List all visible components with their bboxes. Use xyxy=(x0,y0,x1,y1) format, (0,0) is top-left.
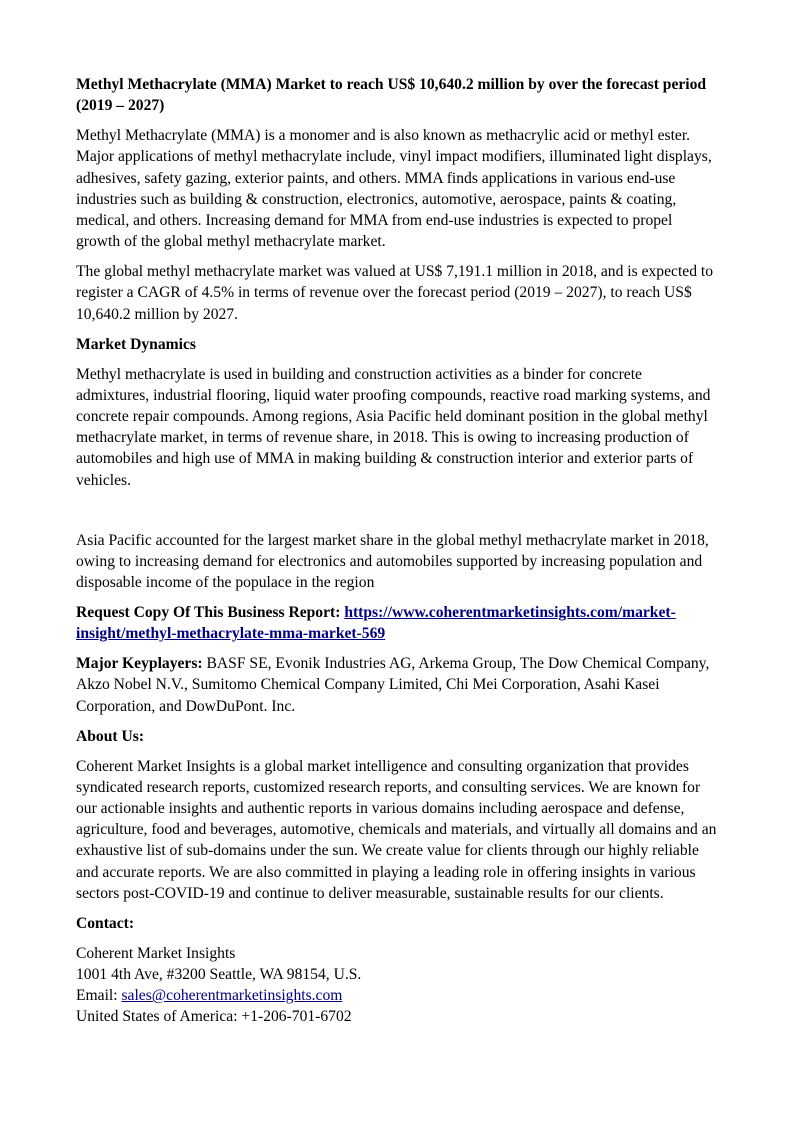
contact-address: 1001 4th Ave, #3200 Seattle, WA 98154, U.S. xyxy=(76,966,362,984)
asia-pacific-paragraph: Asia Pacific accounted for the largest market share in the global methyl methacrylate market in 2018, owing to increasing demand for electronics and automobiles supported by increasing population and disposable income of the populace in the region xyxy=(76,531,709,592)
contact-email-label: Email: xyxy=(76,987,122,1005)
document-title: Methyl Methacrylate (MMA) Market to reach US$ 10,640.2 million by over the forecast period (2019 – 2027) xyxy=(76,76,707,115)
about-us-heading: About Us: xyxy=(76,727,145,745)
keyplayers-label: Major Keyplayers: xyxy=(76,655,203,673)
contact-block xyxy=(76,943,718,1028)
request-copy-paragraph xyxy=(76,602,718,644)
intro-paragraph: Methyl Methacrylate (MMA) is a monomer and is also known as methacrylic acid or methyl ester. Major applications of methyl methacrylate include, vinyl impact modifiers, illuminated light displays, adhesives, safety gazing, exterior paints, and others. MMA finds applications in various end-use industries such as building & construction, electronics, automotive, aerospace, paints & coating, medical, and others. Increasing demand for MMA from end-use industries is expected to propel growth of the global methyl methacrylate market. xyxy=(76,127,712,251)
contact-company: Coherent Market Insights xyxy=(76,944,236,962)
document-body xyxy=(76,74,718,1028)
about-us-paragraph: Coherent Market Insights is a global market intelligence and consulting organization that provides syndicated research reports, customized research reports, and consulting services. We are known for our actionable insights and authentic reports in various domains including aerospace and defense, agriculture, food and beverages, automotive, chemicals and materials, and virtually all domains and an exhaustive list of sub-domains under the sun. We create value for clients through our highly reliable and accurate reports. We are also committed in playing a leading role in offering insights in various sectors post-COVID-19 and continue to deliver measurable, sustainable results for our clients. xyxy=(76,757,717,902)
keyplayers-paragraph xyxy=(76,653,718,717)
keyplayers-text: BASF SE, Evonik Industries AG, Arkema Group, The Dow Chemical Company, Akzo Nobel N.V., Sumitomo Chemical Company Limited, Chi Mei Corporation, Asahi Kasei Corporation, and DowDuPont. Inc. xyxy=(76,655,710,715)
valuation-paragraph: The global methyl methacrylate market was valued at US$ 7,191.1 million in 2018, and is expected to register a CAGR of 4.5% in terms of revenue over the forecast period (2019 – 2027), to reach US$ 10,640.2 million by 2027. xyxy=(76,263,714,323)
request-copy-label: Request Copy Of This Business Report: xyxy=(76,604,345,622)
report-link[interactable]: https://www.coherentmarketinsights.com/market-insight/methyl-methacrylate-mma-market-569 xyxy=(76,604,676,643)
contact-phone: United States of America: +1-206-701-6702 xyxy=(76,1008,352,1026)
market-dynamics-heading: Market Dynamics xyxy=(76,335,196,353)
contact-email-line xyxy=(76,985,718,1006)
blank-line xyxy=(76,500,718,521)
contact-email-link[interactable]: sales@coherentmarketinsights.com xyxy=(121,987,343,1005)
contact-heading: Contact: xyxy=(76,914,135,932)
market-dynamics-paragraph: Methyl methacrylate is used in building and construction activities as a binder for concrete admixtures, industrial flooring, liquid water proofing compounds, reactive road marking systems, and concrete repair compounds. Among regions, Asia Pacific held dominant position in the global methyl methacrylate market, in terms of revenue share, in 2018. This is owing to increasing production of automobiles and high use of MMA in making building & construction interior and exterior parts of vehicles. xyxy=(76,365,711,489)
